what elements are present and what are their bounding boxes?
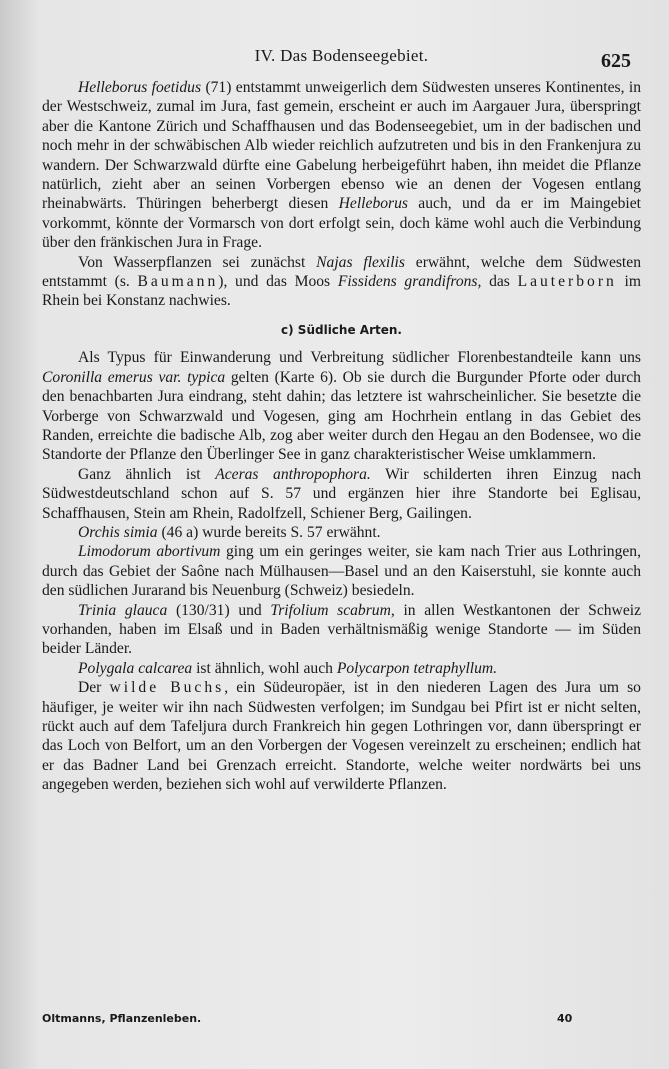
species-name: Trinia glauca (78, 601, 168, 619)
species-name: Aceras anthropophora. (215, 465, 371, 483)
paragraph-orchis (42, 523, 641, 542)
species-name: Helleborus foetidus (78, 79, 202, 96)
page-number: 625 (601, 50, 631, 72)
section-heading: c) Südliche Arten. (281, 322, 402, 337)
paragraph-trinia (42, 601, 641, 659)
species-name: Fissidens grandifrons, (337, 273, 482, 291)
footer-author: Oltmanns, Pflanzenleben. (42, 1012, 202, 1025)
paragraph-coronilla (42, 348, 641, 464)
species-name: Coronilla emerus var. typica (42, 368, 226, 386)
text-run: (71) entstammt unweigerlich dem Südwesten unseres Kontinentes, in der Westschweiz, zumal im Jura, fast gemein, erscheint er auch im Aargauer Jura, überspringt aber die Kantone Zürich und Schaffhausen und das Bodenseegebiet, um in der badischen und noch mehr in der schwäbischen Alb wieder reichlich aufzutreten und bis in den Frankenjura zu wandern. Der Schwarzwald dürfte eine Gabelung herbeigeführt haben, ihn meidet die Pflanze natürlich, zieht aber an seinen Vorbergen ebenso wie an denen der Vogesen entlang rheinabwärts. Thüringen beherbergt diesen (42, 79, 641, 213)
text-run: (46 a) wurde bereits S. 57 erwähnt. (157, 523, 381, 541)
text-run: im Rhein bei Konstanz nachwies. (42, 273, 641, 310)
running-title: IV. Das Bodenseegebiet. (254, 46, 429, 65)
running-head (42, 42, 641, 78)
text-run: (130/31) und (167, 601, 271, 619)
text-run: Als Typus für Einwanderung und Verbreitung südlicher Florenbestandteile kann uns (78, 349, 641, 367)
text-run: das (481, 273, 518, 291)
text-run: Wir schilderten ihren Einzug nach Südwestdeutschland schon auf S. 57 und ergänzen hier ihre Standorte bei Eglisau, Schaffhausen, Stein am Rhein, Radolfzell, Schiener Berg, Gailingen. (42, 465, 641, 522)
text-run: erwähnt, welche dem Südwesten entstammt (s. (42, 253, 641, 291)
author-name: Lauterborn (517, 273, 617, 291)
text-run: ), und das Moos (218, 273, 338, 291)
species-name: Limodorum abortivum (78, 543, 221, 561)
text-run: Von Wasserpflanzen sei zunächst (78, 253, 317, 271)
paragraph-wasserpflanzen (42, 253, 641, 311)
species-name: Trifolium scabrum, (270, 601, 395, 619)
author-name: Baumann (137, 273, 219, 291)
common-name: wilde Buchs (109, 679, 225, 697)
signature-mark: 40 (557, 1012, 573, 1025)
species-name: Polygala calcarea (78, 659, 193, 677)
species-name: Najas flexilis (316, 253, 405, 271)
paragraph-helleborus (42, 78, 641, 253)
text-run: in allen Westkantonen der Schweiz vorhanden, haben im Elsaß und in Baden verhältnismäßig wenige Standorte — im Süden beider Länder. (42, 601, 641, 658)
text-run: ist ähnlich, wohl auch (192, 659, 337, 677)
paragraph-buchs (42, 678, 641, 794)
paragraph-polygala (42, 659, 641, 678)
species-name: Orchis simia (78, 523, 158, 541)
paragraph-aceras (42, 465, 641, 523)
paragraph-limodorum (42, 542, 641, 600)
text-run: auch, und da er im Maingebiet vorkommt, könnte der Vormarsch von dort erfolgt sein, doch käme wohl auch die Verbindung über den fränkischen Jura in Frage. (42, 195, 641, 252)
text-run: ging um ein geringes weiter, sie kam nach Trier aus Lothringen, durch das Gebiet der Saône nach Mülhausen—Basel und an den Kaiserstuhl, sie konnte auch den südlichen Jurarand bis Neuenburg (Schweiz) besiedeln. (42, 543, 642, 600)
text-run: Ganz ähnlich ist (78, 465, 216, 483)
text-run: , ein Südeuropäer, ist in den niederen Lagen des Jura um so häufiger, je weiter wir ihn nach Südwesten verfolgen; im Sundgau bei Pfirt ist er nicht selten, rückt auch auf dem Tafeljura durch Frankreich hin gegen Lothringen vor, dann überspringt er das Loch von Belfort, um an den Vorbergen der Vogesen vereinzelt zu erscheinen; endlich hat er das Badner Land bei Grenzach erreicht. Standorte, welche weiter nordwärts bei uns angegeben werden, beziehen sich wohl auf verwilderte Pflanzen. (42, 679, 641, 794)
page-footer (42, 1012, 602, 1025)
text-run: gelten (Karte 6). Ob sie durch die Burgunder Pforte oder durch den benachbarten Jura eindrang, steht dahin; das letztere ist wahrscheinlicher. Sie besetzte die Vorberge von Schwarzwald und Vogesen, ging am Hochrhein entlang in das Gebiet des Randen, erreichte die badische Alb, zog aber weiter durch den Hegau an den Bodensee, wo die Standorte der Pflanze den Überlinger See in ganz charakteristischer Weise umklammern. (42, 368, 641, 464)
body-text (42, 78, 641, 795)
species-name: Polycarpon tetraphyllum. (336, 659, 498, 677)
species-name: Helleborus (338, 195, 408, 213)
text-run: Der (78, 679, 110, 697)
